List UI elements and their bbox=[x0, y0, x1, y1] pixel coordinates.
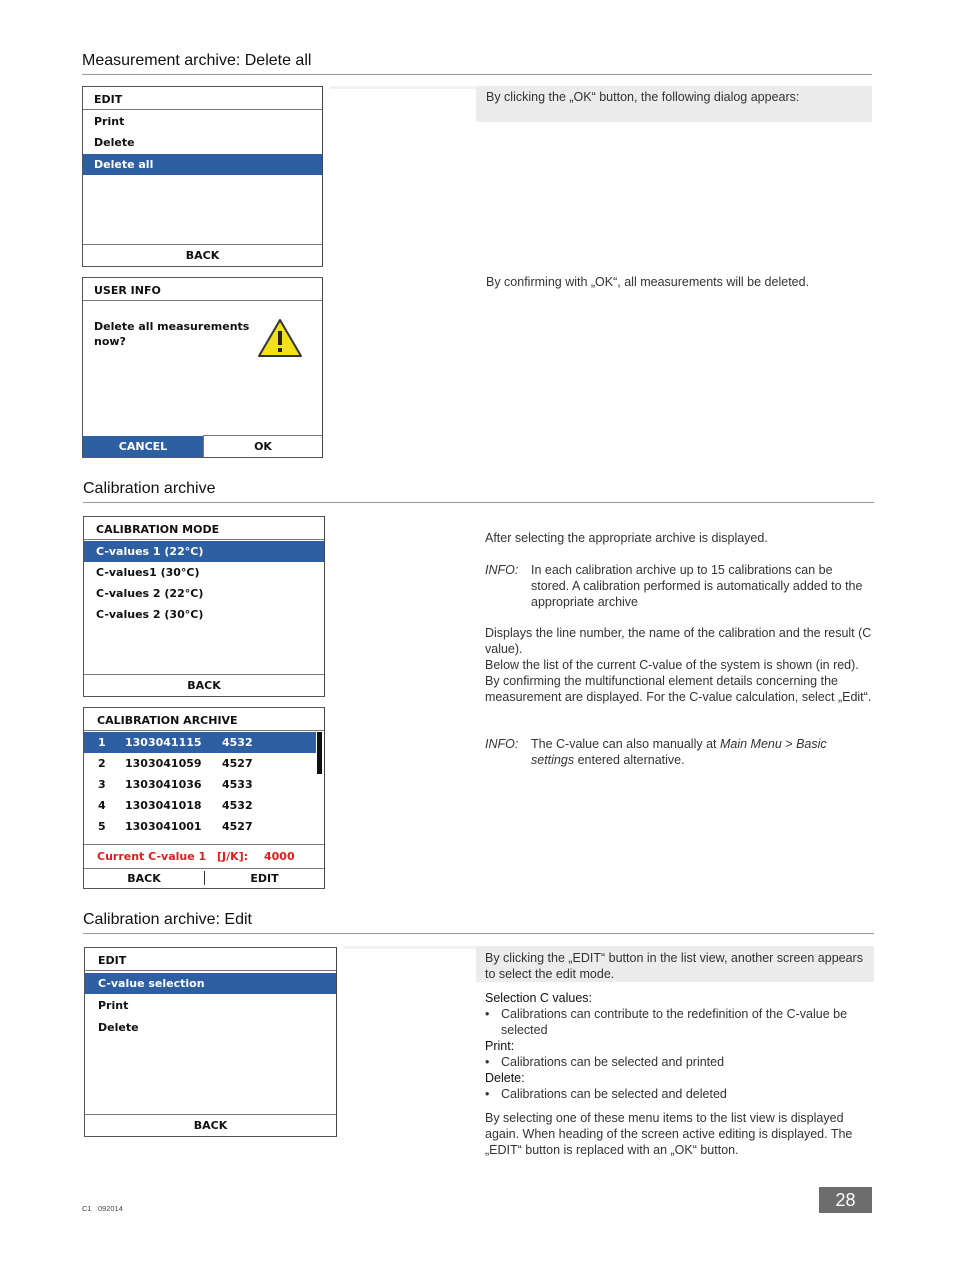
row-calibration-id: 1303041001 bbox=[125, 820, 202, 833]
mode-item-label: C-values 2 (30°C) bbox=[96, 608, 204, 621]
mode-item-c-values-2-30[interactable] bbox=[84, 604, 324, 625]
note-connector bbox=[343, 946, 476, 949]
row-number: 2 bbox=[98, 757, 106, 770]
row-number: 4 bbox=[98, 799, 106, 812]
list-item-text: Calibrations can be selected and printed bbox=[501, 1055, 725, 1069]
edit-menu-screen bbox=[82, 86, 323, 267]
table-row[interactable] bbox=[84, 732, 316, 753]
document-code: C1 092014 bbox=[82, 1204, 123, 1213]
menu-item-delete[interactable] bbox=[85, 1017, 336, 1038]
edit-button[interactable] bbox=[205, 868, 324, 888]
menu-item-print[interactable] bbox=[85, 995, 336, 1016]
back-label: BACK bbox=[185, 249, 220, 262]
mode-item-c-values-1-22[interactable] bbox=[84, 541, 324, 562]
screen-title: CALIBRATION MODE bbox=[96, 523, 220, 536]
calibration-archive-screen bbox=[83, 707, 325, 889]
confirm-text: By confirming with „OK“, all measurements will be deleted. bbox=[486, 275, 810, 289]
note-text: By clicking the „OK“ button, the following dialog appears: bbox=[486, 90, 800, 104]
row-calibration-id: 1303041059 bbox=[125, 757, 202, 770]
row-c-value: 4532 bbox=[222, 736, 253, 749]
screen-title-bar bbox=[84, 517, 324, 540]
mode-item-c-values-2-22[interactable] bbox=[84, 583, 324, 604]
screen-title: USER INFO bbox=[94, 284, 161, 297]
back-button[interactable] bbox=[84, 674, 324, 696]
screen-title: EDIT bbox=[98, 954, 127, 967]
user-info-dialog bbox=[82, 277, 323, 458]
delete-heading: Delete: bbox=[485, 1071, 525, 1085]
archive-description-1: Displays the line number, the name of the calibration and the result (C value). bbox=[485, 626, 872, 656]
menu-item-delete-all[interactable] bbox=[83, 154, 322, 175]
row-c-value: 4527 bbox=[222, 820, 253, 833]
info-text-2-part: The C-value can also manually at bbox=[531, 737, 720, 751]
ok-button[interactable] bbox=[203, 435, 322, 457]
back-button[interactable] bbox=[84, 868, 204, 888]
archive-intro: After selecting the appropriate archive is displayed. bbox=[485, 531, 768, 545]
row-number: 1 bbox=[98, 736, 106, 749]
back-button[interactable] bbox=[85, 1114, 336, 1136]
row-calibration-id: 1303041036 bbox=[125, 778, 202, 791]
dialog-message-line1: Delete all measurements bbox=[94, 320, 250, 333]
section-divider bbox=[83, 502, 874, 503]
screen-title-bar bbox=[83, 87, 322, 110]
table-row[interactable] bbox=[84, 795, 324, 816]
menu-item-label: Delete bbox=[98, 1021, 139, 1034]
list-item-text: Calibrations can be selected and deleted bbox=[501, 1087, 727, 1101]
row-c-value: 4533 bbox=[222, 778, 253, 791]
menu-item-c-value-selection[interactable] bbox=[85, 973, 336, 994]
section-divider bbox=[83, 933, 874, 934]
info-text-2-part: entered alternative. bbox=[574, 753, 685, 767]
section-heading-delete-all: Measurement archive: Delete all bbox=[82, 52, 312, 69]
bullet: • bbox=[485, 1087, 490, 1101]
info-text-1: In each calibration archive up to 15 calibrations can be stored. A calibration performed is automatically added to the appropriate archive bbox=[531, 563, 863, 609]
info-text-2-menu-path: Main Menu > Basic settings bbox=[531, 737, 827, 767]
mode-item-label: C-values 2 (22°C) bbox=[96, 587, 204, 600]
cancel-label: CANCEL bbox=[118, 440, 168, 453]
row-calibration-id: 1303041018 bbox=[125, 799, 202, 812]
menu-item-label: Print bbox=[94, 115, 125, 128]
page-number: 28 bbox=[835, 1190, 856, 1210]
menu-item-label: Print bbox=[98, 999, 129, 1012]
back-label: BACK bbox=[193, 1119, 228, 1132]
row-number: 5 bbox=[98, 820, 106, 833]
table-row[interactable] bbox=[84, 753, 324, 774]
edit-label: EDIT bbox=[250, 872, 279, 885]
screen-title: EDIT bbox=[94, 93, 123, 106]
note-connector bbox=[330, 86, 476, 89]
mode-item-label: C-values 1 (22°C) bbox=[96, 545, 204, 558]
edit-closing-text: By selecting one of these menu items to the list view is displayed again. When heading of the screen active editing is displayed. The „EDIT“ button is replaced with an „OK“ button. bbox=[485, 1111, 853, 1157]
section-heading-archive-edit: Calibration archive: Edit bbox=[83, 911, 252, 928]
screen-title: CALIBRATION ARCHIVE bbox=[97, 714, 238, 727]
table-row[interactable] bbox=[84, 816, 324, 837]
mode-item-c-values1-30[interactable] bbox=[84, 562, 324, 583]
list-item bbox=[485, 1054, 873, 1070]
current-c-value-bar bbox=[84, 844, 324, 869]
menu-item-label: Delete bbox=[94, 136, 135, 149]
section-divider bbox=[82, 74, 872, 75]
calibration-mode-screen bbox=[83, 516, 325, 697]
screen-title-bar bbox=[83, 278, 322, 301]
section-heading-calibration-archive: Calibration archive bbox=[83, 480, 216, 497]
current-c-value-label: Current C-value 1 bbox=[97, 850, 207, 863]
info-label-1: INFO: bbox=[485, 563, 519, 577]
back-button[interactable] bbox=[83, 244, 322, 266]
archive-edit-screen bbox=[84, 947, 337, 1137]
bullet: • bbox=[485, 1055, 490, 1069]
list-item bbox=[485, 1006, 873, 1038]
list-item bbox=[485, 1086, 873, 1102]
cancel-button[interactable] bbox=[83, 436, 203, 457]
row-c-value: 4527 bbox=[222, 757, 253, 770]
back-label: BACK bbox=[187, 679, 221, 692]
menu-item-label: C-value selection bbox=[98, 977, 205, 990]
row-calibration-id: 1303041115 bbox=[125, 736, 202, 749]
info-label-2: INFO: bbox=[485, 737, 519, 751]
menu-item-label: Delete all bbox=[94, 158, 154, 171]
list-item-text: Calibrations can contribute to the redefinition of the C-value be selected bbox=[501, 1007, 848, 1037]
menu-item-delete[interactable] bbox=[83, 132, 322, 153]
edit-options-list bbox=[485, 990, 873, 1102]
screen-title-bar bbox=[84, 708, 324, 731]
current-c-value: 4000 bbox=[264, 850, 295, 863]
row-c-value: 4532 bbox=[222, 799, 253, 812]
info-text-2 bbox=[531, 736, 861, 768]
row-number: 3 bbox=[98, 778, 106, 791]
note-text: By clicking the „EDIT“ button in the list view, another screen appears to select the edit mode. bbox=[485, 951, 863, 981]
bullet: • bbox=[485, 1007, 490, 1021]
menu-item-print[interactable] bbox=[83, 111, 322, 132]
back-label: BACK bbox=[127, 872, 161, 885]
mode-item-label: C-values1 (30°C) bbox=[96, 566, 200, 579]
archive-description-2: Below the list of the current C-value of the system is shown (in red). By confirming the multifunctional element details concerning the measurement are displayed. For the C-value calculation, select „Edit“. bbox=[485, 658, 872, 704]
print-heading: Print: bbox=[485, 1039, 515, 1053]
dialog-message-line2: now? bbox=[94, 335, 126, 348]
table-row[interactable] bbox=[84, 774, 324, 795]
warning-triangle-icon bbox=[257, 318, 303, 358]
current-c-value-unit: [J/K]: bbox=[217, 850, 249, 863]
screen-title-bar bbox=[85, 948, 336, 971]
page-number-badge bbox=[819, 1187, 872, 1213]
selection-heading: Selection C values: bbox=[485, 991, 593, 1005]
ok-label: OK bbox=[254, 440, 272, 453]
